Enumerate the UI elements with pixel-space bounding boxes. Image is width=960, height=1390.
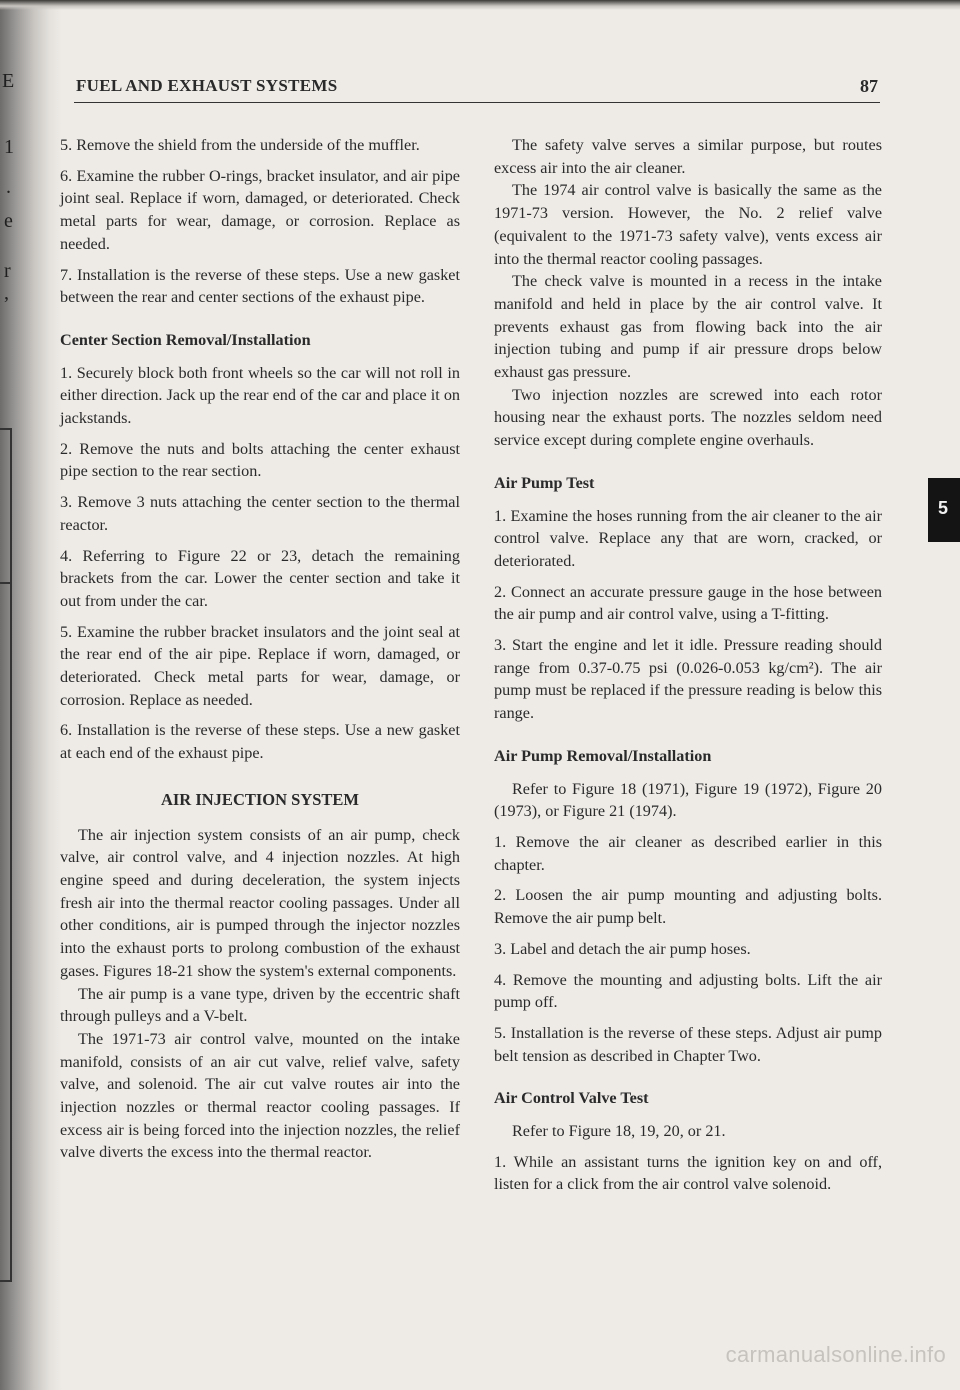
right-column: [494, 134, 882, 1204]
step-paragraph: 1. Examine the hoses running from the air cleaner to the air control valve. Replace any that are worn, cracked, or deteriorated.: [494, 506, 882, 570]
step-paragraph: 4. Referring to Figure 22 or 23, detach the remaining brackets from the car. Lower the center section and take it out from under the car.: [60, 546, 460, 610]
step-paragraph: 2. Loosen the air pump mounting and adjusting bolts. Remove the air pump belt.: [494, 886, 882, 928]
step-paragraph: 1. While an assistant turns the ignition key on and off, listen for a click from the air control valve solenoid.: [494, 1152, 882, 1194]
reference-paragraph: Refer to Figure 18 (1971), Figure 19 (1972), Figure 20 (1973), or Figure 21 (1974).: [494, 779, 882, 821]
edge-box-upper: [0, 428, 12, 584]
step-paragraph: 7. Installation is the reverse of these steps. Use a new gasket between the rear and center sections of the exhaust pipe.: [60, 265, 460, 307]
section-heading-air-pump-removal: Air Pump Removal/Installation: [494, 746, 712, 765]
chapter-title: FUEL AND EXHAUST SYSTEMS: [76, 76, 338, 95]
body-paragraph: The 1971-73 air control valve, mounted on the intake manifold, consists of an air cut valve, relief valve, safety valve, and solenoid. The air cut valve routes air into the injection nozzles or thermal reactor cooling passages. If excess air is being forced into the injection nozzles, the relief valve diverts the excess into the thermal reactor.: [60, 1029, 460, 1162]
edge-letter-e: E: [2, 70, 15, 92]
chapter-tab-label: 5: [938, 498, 949, 518]
chapter-tab: [928, 478, 960, 542]
page-number: 87: [860, 76, 878, 96]
section-heading-air-injection: AIR INJECTION SYSTEM: [160, 789, 360, 809]
edge-letter-r: r: [4, 260, 11, 282]
body-paragraph: The 1974 air control valve is basically the same as the 1971-73 version. However, the No. 2 relief valve (equivalent to the 1971-73 safety valve), vents excess air into the thermal reactor cooling passages.: [494, 181, 882, 268]
reference-paragraph: Refer to Figure 18, 19, 20, or 21.: [512, 1122, 726, 1141]
left-column: [60, 134, 460, 1164]
step-paragraph: 2. Remove the nuts and bolts attaching the center exhaust pipe section to the rear section.: [60, 439, 460, 481]
step-paragraph: 5. Installation is the reverse of these steps. Adjust air pump belt tension as described in Chapter Two.: [494, 1023, 882, 1065]
step-paragraph: 6. Examine the rubber O-rings, bracket insulator, and air pipe joint seal. Replace if worn, damaged, or deteriorated. Check metal parts for wear, damage, or corrosion. Replace as needed.: [60, 166, 460, 253]
step-paragraph: 4. Remove the mounting and adjusting bolts. Lift the air pump off.: [494, 970, 882, 1012]
step-paragraph: 2. Connect an accurate pressure gauge in the hose between the air pump and air control valve, using a T-fitting.: [494, 582, 882, 624]
body-paragraph: The air injection system consists of an air pump, check valve, air control valve, and 4 injection nozzles. At high engine speed and during deceleration, the system injects fresh air into the thermal reactor cooling passages. Under all other conditions, air is pumped through the injector nozzles into the exhaust ports to prolong combustion of the exhaust gases. Figures 18-21 show the system's external components.: [60, 825, 460, 980]
step-paragraph: 5. Examine the rubber bracket insulators and the joint seal at the rear end of the air pipe. Replace if worn, damaged, or deteriorated. Check metal parts for wear, damage, or corrosion. Replace as needed.: [60, 622, 460, 709]
edge-dot: .: [6, 176, 11, 198]
step-paragraph: 6. Installation is the reverse of these steps. Use a new gasket at each end of the exhaust pipe.: [60, 721, 460, 763]
section-heading-center-section: Center Section Removal/Installation: [60, 330, 311, 349]
edge-letter-1: 1: [4, 136, 14, 158]
page-header: [74, 76, 880, 103]
body-paragraph: Two injection nozzles are screwed into each rotor housing near the exhaust ports. The nozzles seldom need service except during complete engine overhauls.: [494, 385, 882, 450]
section-heading-air-control-valve-test: Air Control Valve Test: [494, 1089, 649, 1108]
body-paragraph: The air pump is a vane type, driven by the eccentric shaft through pulleys and a V-belt.: [60, 984, 460, 1026]
step-paragraph: 5. Remove the shield from the underside of the muffler.: [60, 136, 420, 154]
watermark: carmanualsonline.info: [725, 1342, 946, 1367]
edge-comma: ,: [4, 282, 9, 304]
step-paragraph: 3. Label and detach the air pump hoses.: [494, 939, 751, 958]
edge-letter-e2: e: [4, 210, 13, 232]
section-heading-air-pump-test: Air Pump Test: [494, 473, 595, 492]
body-paragraph: The check valve is mounted in a recess in the intake manifold and held in place by the air control valve. It prevents exhaust gas from flowing back into the air injection tubing and pump if air pressure drops below exhaust gas pressure.: [494, 272, 882, 382]
step-paragraph: 1. Remove the air cleaner as described earlier in this chapter.: [494, 832, 882, 874]
step-paragraph: 1. Securely block both front wheels so the car will not roll in either direction. Jack up the rear end of the car and place it on jackstands.: [60, 363, 461, 428]
step-paragraph: 3. Remove 3 nuts attaching the center section to the thermal reactor.: [60, 493, 460, 534]
body-paragraph: The safety valve serves a similar purpose, but routes excess air into the air cleaner.: [494, 136, 882, 177]
page-top-edge: [0, 0, 960, 10]
edge-box-lower: [0, 580, 12, 1282]
step-paragraph: 3. Start the engine and let it idle. Pressure reading should range from 0.37-0.75 psi (0.026-0.053 kg/cm²). The air pump must be replaced if the pressure reading is below this range.: [494, 636, 882, 723]
